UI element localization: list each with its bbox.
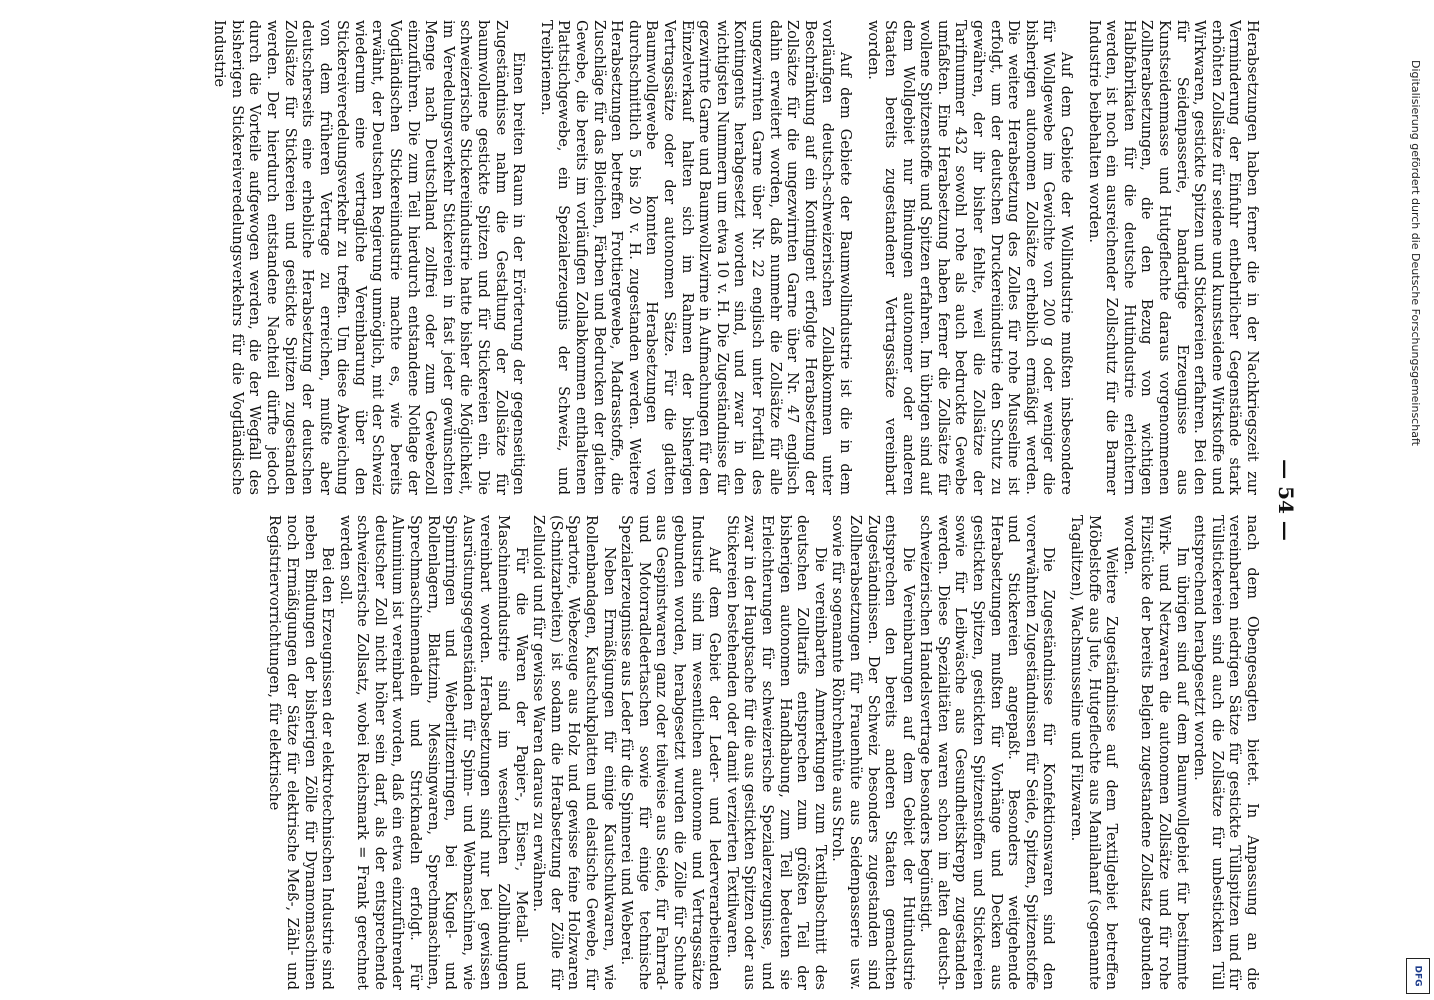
paragraph: Neben Ermäßigungen für einige Kautschukwaren, wie Rollenbandagen, Kautschukplatten und elastische Gewebe, für Spartorie, Webezeuge aus Holz und gewisse feine Holzwaren (Schnitzarbeiten) ist sodann die Herabsetzung der Zölle für Zelluloid und für gewisse Waren daraus zu erwähnen. (530, 515, 617, 990)
paragraph: Herabsetzungen haben ferner die in der Nachkriegszeit zur Verminderung der Einfuhr entbehrlicher Gegenstände stark erhöhten Zollsätze für seidene und kunstseidene Wirkstoffe und Wirkwaren, gestickte Spitzen und Stickereien erfahren. Bei den für Seidenpasserie, bandartige Erzeugnisse aus Kunstseidenmasse und Hutgeflechte daraus vorgenommenen Zollherabsetzungen, die den Bezug von wichtigen Halbfabrikaten für die deutsche Hutindustrie erleichtern werden, ist noch ein ausreichender Zollschutz für die Barmer Industrie beibehalten worden. (1085, 20, 1260, 495)
left-column (150, 20, 1260, 495)
paragraph: Die vereinbarten Anmerkungen zum Textilabschnitt des deutschen Zolltarifs entsprechen zum größten Teil der bisherigen autonomen Handhabung, zum Teil bedeuten sie Erleichterungen für schweizerische Spezialerzeugnisse, und zwar in der Hauptsache für die aus gestickten Spitzen oder aus Stickereien bestehenden oder damit verzierten Textilwaren. (723, 515, 828, 990)
digitization-note-text: Digitalisierung gefördert durch die Deutsche Forschungsgemeinschaft (1409, 60, 1422, 446)
paragraph: Für die Waren der Papier-, Eisen-, Metall- und Maschinenindustrie sind im wesentlichen Zollbindungen vereinbart worden. Herabsetzungen sind nur bei gewissen Ausrüstungsgegenständen für Spinn- und Webmaschinen, wie Spinnringen und Weberlitzenringen, bei Kugel- und Rollenlagern, Blattzinn, Messingwaren, Sprechmaschinen, Sprechmaschinennadeln und Stricknadeln erfolgt. Für Aluminium ist vereinbart worden, daß ein etwa einzuführender deutscher Zoll nicht höher sein darf, als der entsprechende schweizerische Zollsatz, wobei Reichsmark = Frank gerechnet werden soll. (336, 515, 529, 990)
paragraph: Auf dem Gebiet der Leder- und lederverarbeitenden Industrie sind im wesentlichen autonome und Vertragssätze gebunden worden, herabgesetzt wurden die Zölle für Schuhe aus Gespinstwaren ganz oder teilweise aus Seide, für Fahrrad- und Motorradledertaschen sowie für einige technische Spezialerzeugnisse aus Leder für die Spinnerei und Weberei. (618, 515, 723, 990)
paragraph: Bei den Erzeugnissen der elektrotechnischen Industrie sind neben Bindungen der bisherigen Zölle für Dynamomaschinen noch Ermäßigungen der Sätze für elektrische Meß-, Zähl- und Registriervorrichtungen, für elektrische (266, 515, 336, 990)
paragraph: Einen breiten Raum in der Erörterung der gegenseitigen Zugeständnisse nahm die Gestaltung der Zollsätze für baumwollene gestickte Spitzen und für Stickereien ein. Die schweizerische Stickereiindustrie hatte bisher die Möglichkeit, im Veredelungsverkehr Stickereien in fast jeder gewünschten Menge nach Deutschland zollfrei oder zum Gewebezoll einzuführen. Die zum Teil hierdurch entstandene Notlage der Vogtländischen Stickereiindustrie machte es, wie bereits erwähnt, der Deutschen Regierung unmöglich, mit der Schweiz wiederum eine vertragliche Vereinbarung über den Stickereiveredelungsverkehr zu treffen. Um diese Abweichung von dem früheren Vertrage zu erreichen, mußte aber deutscherseits eine erhebliche Herabsetzung der deutschen Zollsätze für Stickereien und gestickte Spitzen zugestanden werden. Der hierdurch entstandene Nachteil dürfte jedoch durch die Vorteile aufgewogen werden, die der Wegfall des bisherigen Stickereiveredelungsverkehrs für die Vogtländische Industrie (211, 20, 527, 495)
rotated-document-frame (140, 0, 1300, 1000)
paragraph: Die Zugeständnisse für Konfektionswaren sind den vorerwähnten Zugeständnissen für Seide, Spitzen, Spitzenstoffe und Stickereien angepaßt. Besonders weitgehende Herabsetzungen mußten für Vorhänge und Decken aus gestickten Spitzen, gestickten Spitzenstoffen und Stickereien sowie für Leibwäsche aus Gesundheitskrepp zugestanden werden. Diese Spezialitäten waren schon im alten deutsch-schweizerischen Handelsvertrage besonders begünstigt. (917, 515, 1057, 990)
paragraph: nach dem Obengesagten bietet. In Anpassung an die vereinbarten niedrigen Sätze für gestickte Tüllspitzen und für Tüllstickereien sind auch die Zollsätze für unbestickten Tüll entsprechend herabgesetzt worden. (1191, 515, 1260, 990)
digitization-note (1404, 60, 1430, 990)
paragraph: Auf dem Gebiete der Wollindustrie mußten insbesondere für Wollgewebe im Gewichte von 200 g oder weniger die bisherigen autonomen Zollsätze erheblich ermäßigt werden. Die weitere Herabsetzung des Zolles für rohe Musseline ist erfolgt, um der deutschen Druckereiindustrie den Schutz zu gewähren, der ihr bisher fehlte, weil die Zollsätze der Tarifnummer 432 sowohl rohe als auch bedruckte Gewebe umfaßten. Eine Herabsetzung haben ferner die Zollsätze für wollene Spitzenstoffe und Spitzen erfahren. Im übrigen sind auf dem Wollgebiet nur Bindungen autonomer oder anderen Staaten bereits zugestandener Vertragssätze vereinbart worden. (864, 20, 1075, 495)
paragraph: Auf dem Gebiete der Baumwollindustrie ist die in dem vorläufigen deutsch-schweizerischen Zollabkommen unter Beschränkung auf ein Kontingent erfolgte Herabsetzung der Zollsätze für die ungezwirnten Garne über Nr. 47 englisch dahin erweitert worden, daß nunmehr die Zollsätze für alle ungezwirnten Garne über Nr. 22 englisch unter Fortfall des Kontingents herabgesetzt worden sind, und zwar in den wichtigsten Nummern um etwa 10 v. H. Die Zugeständnisse für gezwirnte Garne und Baumwollzwirne in Aufmachungen für den Einzelverkauf halten sich im Rahmen der bisherigen Vertragssätze oder der autonomen Sätze. Für die glatten Baumwollgewebe konnten Herabsetzungen von durchschnittlich 5 bis 20 v. H. zugestanden werden. Weitere Herabsetzungen betreffen Frottiergewebe, Madrasstoffe, die Zuschläge für das Bleichen, Färben und Bedrucken der glatten Gewebe, die bereits im vorläufigen Zollabkommen enthaltenen Plattstichgewebe, ein Spezialerzeugnis der Schweiz, und Treibriemen. (537, 20, 853, 495)
right-column (150, 515, 1260, 990)
paragraph: Die Vereinbarungen auf dem Gebiet der Hutindustrie entsprechen den bereits anderen Staaten gemachten Zugeständnissen. Der Schweiz besonders zugestanden sind Zollherabsetzungen für Frauenhüte aus Seidenpasserie usw. sowie für sogenannte Röhrchenhüte aus Stroh. (829, 515, 916, 990)
dfg-logo (1406, 958, 1430, 994)
page-number: — 54 — (1274, 459, 1298, 541)
paragraph: Weitere Zugeständnisse auf dem Textilgebiet betreffen Möbelstoffe aus Jute, Hutgeflechte aus Manilahanf (sogenannte Tagalitzen), Wachsmusseline und Filzwaren. (1068, 515, 1120, 990)
paragraph: Im übrigen sind auf dem Baumwollgebiet für bestimmte Wirk- und Netzwaren die autonomen Zollsätze und für rohe Filzstücke der bereits Belgien zugestandene Zollsatz gebunden worden. (1120, 515, 1190, 990)
dfg-logo-text: DFG (1412, 965, 1423, 987)
